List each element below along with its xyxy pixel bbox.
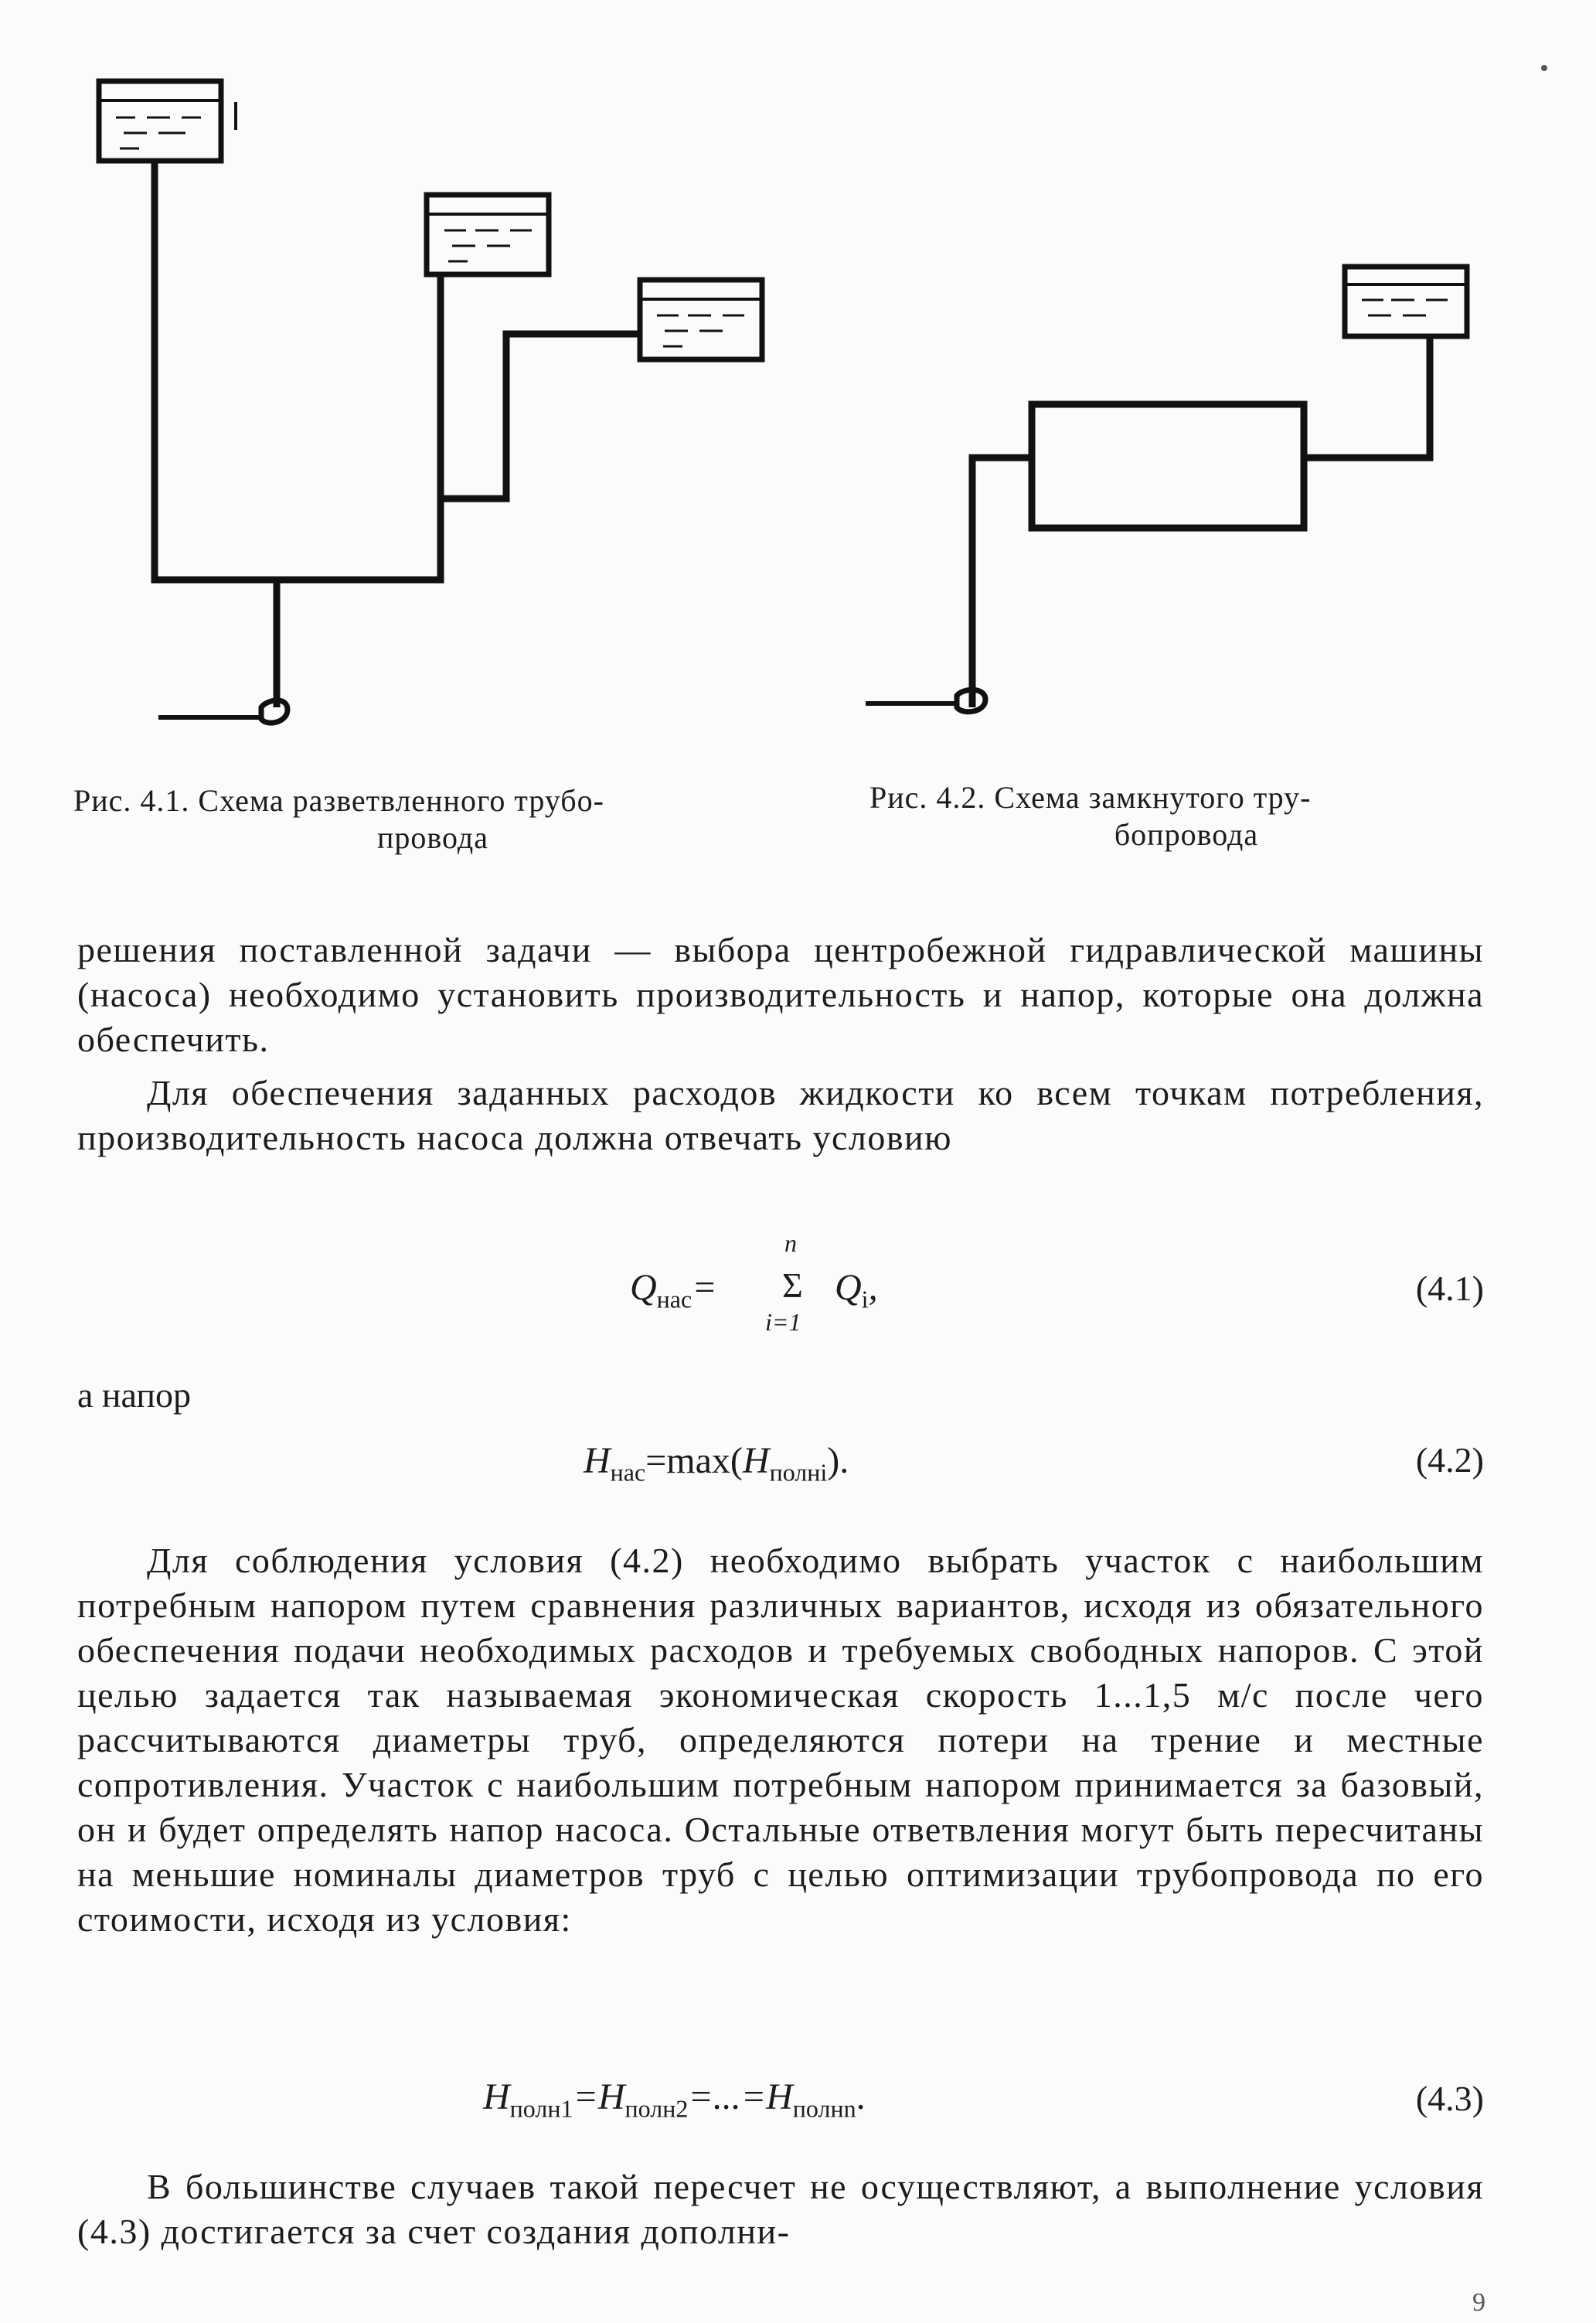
figure-4-1-caption-line1: Рис. 4.1. Схема разветвленного трубо-: [73, 783, 604, 818]
eq1-sum-lower: i=1: [765, 1308, 801, 1336]
pipe-branch-2: [441, 334, 640, 499]
pipe-inlet: [972, 458, 1032, 707]
equation-4-2: $H_{нас}=\max(H_{полнi})$.: [584, 1440, 849, 1487]
figure-4-2-caption: [869, 779, 1503, 853]
pipe-loop: [1032, 404, 1304, 528]
page-number: 9: [1472, 2288, 1485, 2317]
tank-4: [1345, 267, 1467, 336]
eq1-term: $Q_i$,: [835, 1267, 878, 1313]
equation-4-2-number: (4.2): [1415, 1440, 1484, 1480]
equation-4-3-number: (4.3): [1415, 2079, 1484, 2118]
pipe-branch-1: [155, 161, 441, 580]
figure-4-2-caption-line1: Рис. 4.2. Схема замкнутого тру-: [869, 780, 1312, 815]
equation-4-1: [630, 1229, 955, 1353]
figure-4-2-closed-pipeline: [866, 267, 1467, 712]
paragraph-3-text: Для соблюдения условия (4.2) необходимо выбрать участок с наибольшим потребным напором путем сравнения различных вариантов, исходя из обязательного обеспечения подачи необходимых расходов и требуемых свободных напоров. С этой целью задается так называемая экономическая скорость 1...1,5 м/с после чего рассчитываются диаметры труб, определяются потери на трение и местные сопротивления. Участок с наибольшим потребным напором принимается за базовый, он и будет определять напор насоса. Остальные ответвления могут быть пересчитаны на меньшие номиналы диаметров труб с целью оптимизации трубопровода по его стоимости, исходя из условия:: [77, 1541, 1484, 1939]
equation-4-3: $H_{полн1}=H_{полн2}=...=H_{полнn}$.: [483, 2076, 866, 2123]
figure-4-1-caption: [73, 782, 792, 857]
equation-4-1-number: (4.1): [1415, 1269, 1484, 1308]
paragraph-1-text: решения поставленной задачи — выбора центробежной гидравлической машины (насоса) необходимо установить производительность и напор, которые она должна обеспечить.: [77, 930, 1484, 1059]
paragraph-2-text: Для обеспечения заданных расходов жидкости ко всем точкам потребления, производительность насоса должна отвечать условию: [77, 1073, 1484, 1157]
tank-3: [640, 280, 762, 359]
paragraph-1: [77, 928, 1484, 1062]
napor-label: а напор: [77, 1375, 191, 1415]
paragraph-4: [77, 2165, 1484, 2254]
figures-illustration: [0, 0, 1596, 773]
paragraph-4-text: В большинстве случаев такой пересчет не осуществляют, а выполнение условия (4.3) достигается за счет создания дополни-: [77, 2167, 1484, 2251]
figure-4-2-caption-line2: бопровода: [1114, 817, 1259, 852]
figure-4-1-caption-line2: провода: [377, 820, 488, 855]
eq1-sum-symbol: Σ: [782, 1265, 803, 1305]
pipe-outlet: [1304, 336, 1430, 458]
figure-4-1-branched-pipeline: [99, 81, 762, 723]
eq1-lhs: $Q_{нас}=$: [630, 1267, 717, 1313]
paragraph-2: [77, 1071, 1484, 1160]
paragraph-3: [77, 1538, 1484, 1942]
tank-2: [427, 195, 549, 274]
eq1-sum-upper: n: [784, 1229, 797, 1257]
tank-1: [99, 81, 221, 161]
